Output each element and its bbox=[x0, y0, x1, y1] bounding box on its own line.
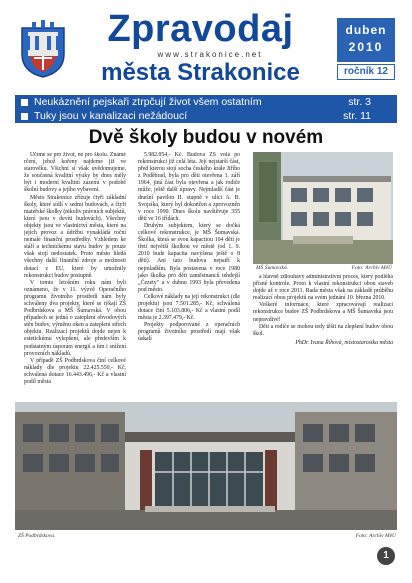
masthead-subtitle: města Strakonice bbox=[101, 59, 300, 86]
school-photo bbox=[15, 402, 397, 530]
paragraph: Celkové náklady na její rekonstrukci (dle projektu) jsou 7.501.285,- Kč, schválená dotace činí 5.103.806,- Kč a vlastní podíl města je 2.397.479,- Kč. bbox=[138, 293, 240, 322]
square-bullet-icon bbox=[21, 113, 28, 120]
paragraph: V tomto letošním roku nám byli oznámeno, že v 11. výzvě Operačního programu životního prostředí nám byly schváleny dva projekty, které se týkají ZŠ Podbrdskova a MŠ Šumavská. V obou případech se jedná o zateplení obvodových stěn budov, výměnu oken a zateplení střech objektu. Realizací projektů dojde nejen k estetickému vylepšení, ale především k podstatným úsporám energií a tím i snížení provozních nákladů. bbox=[24, 279, 126, 357]
article-signature: PhDr. Ivana Říhová, místostarostka města bbox=[295, 339, 393, 346]
photo-credit: Foto: Archiv MěÚ bbox=[355, 533, 396, 539]
issue-year: 2010 bbox=[348, 40, 384, 54]
article-headline: Dvě školy budou v novém bbox=[88, 127, 324, 148]
masthead-title: Zpravodaj bbox=[107, 8, 294, 50]
article-column-1 bbox=[24, 152, 126, 400]
paragraph: Město Strakonice zřizuje čtyři základní školy, které sídlí v sedmi budovách, a čtyři mateřské školky (nikoliv právních subjektů, které jsou v devíti budovách). Všechny objekty jsou ve vlastnictví města, které na jejich provoz a údržbu vynakládá roční nemalé finanční prostředky. Vzhledem ke stáří a technickému stavu budov je pouze však stojí nedostatek. Proto město hledá všechny další finanční zdroje a možnosti dotací z EU, které by umožnily rekonstrukci budov postupně. bbox=[24, 194, 126, 279]
city-crest-logo bbox=[20, 20, 66, 78]
photo-caption: MŠ Šumavská. bbox=[256, 265, 289, 271]
page-number: 1 bbox=[377, 547, 395, 565]
kindergarten-photo bbox=[253, 152, 393, 264]
paragraph: Děti a rodiče se mohou tedy těšit na zlepšení budov obou škol. bbox=[253, 323, 393, 337]
news-item-page: str. 3 bbox=[348, 96, 371, 108]
photo-credit: Foto: Archiv MěÚ bbox=[351, 265, 392, 271]
paragraph: Veškeré informace, které zpracovávají realizaci rekonstrukce budov ZŠ Podbrdskova a MŠ Šumavská jsou nepravdivé! bbox=[253, 302, 393, 323]
issue-volume: ročník 12 bbox=[337, 64, 395, 80]
masthead-website[interactable]: www.strakonice.net bbox=[157, 50, 263, 59]
news-item-page: str. 11 bbox=[343, 110, 371, 122]
issue-date-box bbox=[337, 18, 395, 62]
paragraph: Učíme se pro život, ne pro školu. Známé rčení, jehož kořeny najdeme již ve starověku. Všichni si však uvědomujeme, že současná kvalitní výuky by dnes měly být i moderní kvalitní zázemí v podobě školní budovy a jejího vybavení. bbox=[24, 152, 126, 194]
paragraph: V případě ZŠ Podbrdskova činí celkové náklady dle projektu 22.425.550,- Kč, schválená dotace 16.443.496,- Kč a vlastní podíl města bbox=[24, 357, 126, 385]
paragraph: 5.982.054,- Kč. Budova ZŠ volá po rekonstrukci již celá léta. Její nejstarší část, před kterou stojí socha českého krále Jiřího z Poděbrad, byla pro děti otevřena 1. září 1964, jiná část byla otevřena a jak rodiče může, ještě další úpravy. Nejmladší část je dnešní pavilon II. stupně v ulici A. B. Svojsíka, který byl dokončen a zprovozněn v roce 1990. Dnes školu navštěvuje 355 dětí ve 16 třídách. bbox=[138, 152, 240, 222]
news-item-text: Tuky jsou v kanalizaci nežádoucí bbox=[34, 110, 188, 122]
issue-month: duben bbox=[345, 23, 387, 37]
article-column-2 bbox=[138, 152, 240, 400]
paragraph: a hlavně zdlouhavý administrativní proces, který podléhá přísné kontrole. Proto k vlastní rekonstrukci obou staveb dojde až v roce 2011. Rada města však na základě průběhu realizací obou projektů na svém jednání 10. března 2010. bbox=[253, 274, 393, 302]
news-item[interactable] bbox=[21, 109, 391, 123]
article-column-3 bbox=[253, 274, 393, 400]
news-item[interactable] bbox=[21, 95, 391, 109]
photo-caption: ZŠ Podbrdskova. bbox=[18, 533, 56, 539]
paragraph: Projekty podporované z operačních programů životního prostředí mají však úskalí bbox=[138, 322, 240, 343]
square-bullet-icon bbox=[21, 99, 28, 106]
paragraph: Druhým subjektem, který se dočká celkové rekonstrukce, je MŠ Šumavská. Školka, která se svou kapacitou 104 dětí je třetí největší školkou ve městě (od 1. 9. 2010 bude kapacita navýšena ještě o 8 dětí). Ani tato budova nepatří k nejmladším. Byla postavena v roce 1980 jako školka pro děti zaměstnanců tehdejší „Čezety" a v dubnu 1993 byla převedena pod město. bbox=[138, 222, 240, 293]
news-item-text: Neukáznění pejskaři ztrpčují život všem ostatním bbox=[34, 96, 262, 108]
news-bar bbox=[15, 95, 397, 123]
